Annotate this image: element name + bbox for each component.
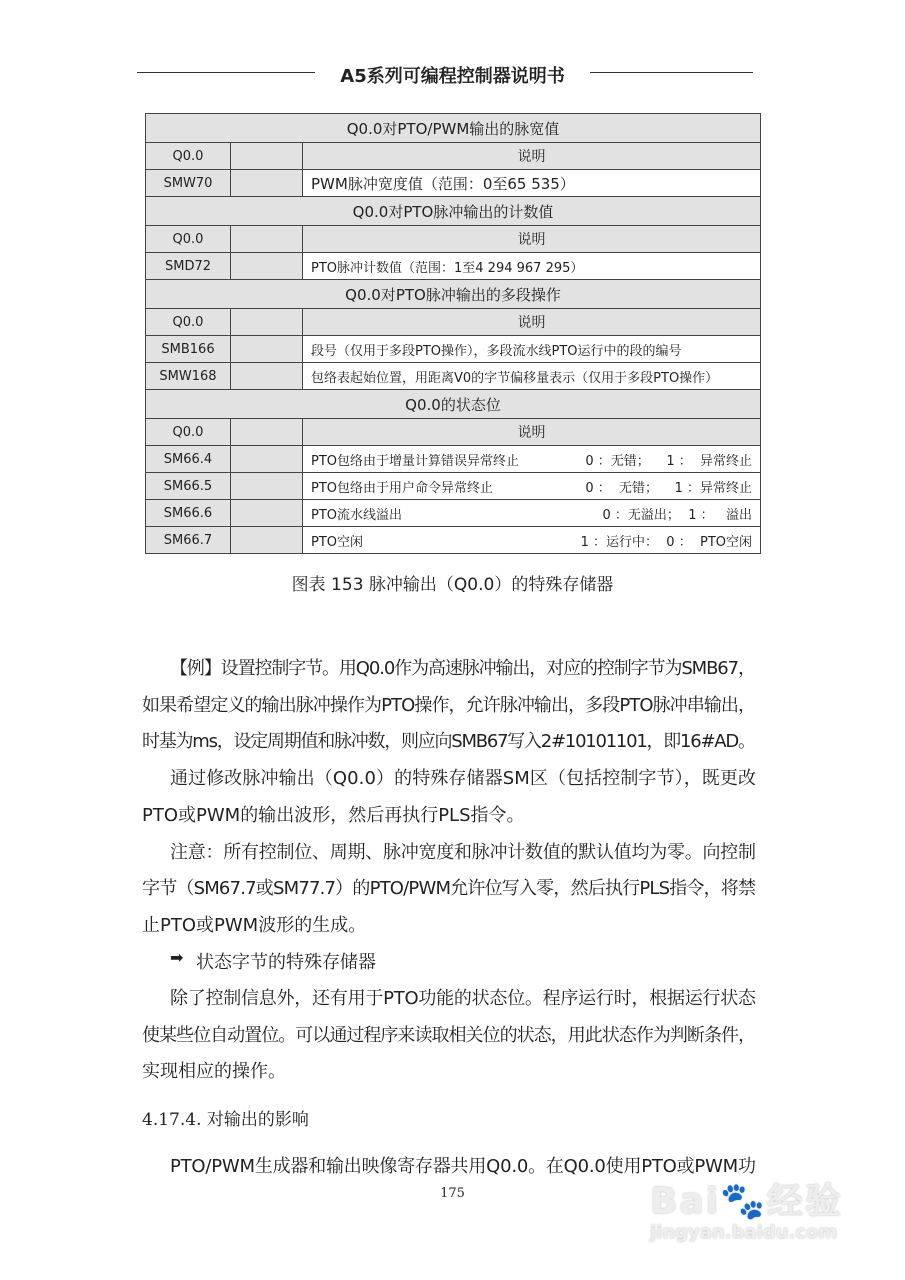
table-row xyxy=(146,363,761,390)
row-description: 包络表起始位置，用距离V0的字节偏移量表示（仅用于多段PTO操作） xyxy=(311,370,719,386)
table-caption: 图表 153 脉冲输出（Q0.0）的特殊存储器 xyxy=(291,575,614,595)
document-title: A5系列可编程控制器说明书 xyxy=(340,66,565,87)
column-header-row xyxy=(146,309,761,336)
paragraph-line: 使某些位自动置位。可以通过程序来读取相关位的状态，用此状态作为判断条件， xyxy=(142,1024,756,1046)
table-row xyxy=(146,170,761,197)
watermark-url: jingyan.baidu.com xyxy=(650,1222,838,1243)
row-states: 0 ：无错； 1 ： 异常终止 xyxy=(585,453,752,469)
row-address: SM66.6 xyxy=(146,500,231,527)
row-address: SMD72 xyxy=(146,253,231,280)
table-row xyxy=(146,253,761,280)
row-address: SM66.7 xyxy=(146,527,231,554)
section-title: Q0.0对PTO脉冲输出的计数值 xyxy=(146,197,761,226)
row-description: PTO空闲 xyxy=(311,534,364,550)
paragraph-line: 【例】设置控制字节。用Q0.0作为高速脉冲输出，对应的控制字节为SMB67， xyxy=(170,658,755,679)
watermark-logo: Bai🐾经验 xyxy=(650,1181,843,1222)
header-address: Q0.0 xyxy=(146,226,231,253)
paragraph-line: 时基为ms，设定周期值和脉冲数，则应向SMB67写入2#10101101，即16#AD。 xyxy=(142,731,755,753)
header-blank xyxy=(231,226,303,253)
header-address: Q0.0 xyxy=(146,143,231,170)
row-blank xyxy=(231,253,303,280)
row-description: PTO脉冲计数值（范围：1至4 294 967 295） xyxy=(311,260,584,276)
row-blank xyxy=(231,170,303,197)
paragraph-line: 通过修改脉冲输出（Q0.0）的特殊存储器SM区（包括控制字节），既更改 xyxy=(170,768,757,790)
header-address: Q0.0 xyxy=(146,419,231,446)
row-description: 段号（仅用于多段PTO操作），多段流水线PTO运行中的段的编号 xyxy=(311,343,682,359)
special-memory-table xyxy=(145,113,761,554)
row-blank xyxy=(231,527,303,554)
header-description: 说明 xyxy=(303,143,761,170)
header-description: 说明 xyxy=(303,226,761,253)
paragraph-line: 除了控制信息外，还有用于PTO功能的状态位。程序运行时，根据运行状态 xyxy=(170,988,756,1009)
section-row xyxy=(146,114,761,143)
column-header-row xyxy=(146,143,761,170)
section-title: Q0.0对PTO/PWM输出的脉宽值 xyxy=(146,114,761,143)
row-address: SMB166 xyxy=(146,336,231,363)
section-row xyxy=(146,197,761,226)
paragraph-line: PTO/PWM生成器和输出映像寄存器共用Q0.0。在Q0.0使用PTO或PWM功 xyxy=(170,1156,756,1177)
baidu-watermark xyxy=(650,1182,843,1244)
header-description: 说明 xyxy=(303,309,761,336)
paragraph-line: 实现相应的操作。 xyxy=(142,1061,286,1083)
row-blank xyxy=(231,473,303,500)
column-header-row xyxy=(146,226,761,253)
row-address: SM66.4 xyxy=(146,446,231,473)
paragraph-line: 止PTO或PWM波形的生成。 xyxy=(142,914,367,936)
row-description: PWM脉冲宽度值（范围：0至65 535） xyxy=(311,174,575,193)
section-title: Q0.0对PTO脉冲输出的多段操作 xyxy=(146,280,761,309)
section-row xyxy=(146,280,761,309)
page-number: 175 xyxy=(440,1186,465,1201)
paragraph-line: 如果希望定义的输出脉冲操作为PTO操作，允许脉冲输出，多段PTO脉冲串输出， xyxy=(142,694,756,716)
row-states: 0 ： 无错； 1 ：异常终止 xyxy=(585,480,752,496)
table-row xyxy=(146,500,761,527)
row-blank xyxy=(231,363,303,390)
row-address: SMW70 xyxy=(146,170,231,197)
header-blank xyxy=(231,419,303,446)
bullet-heading: 状态字节的特殊存储器 xyxy=(196,952,376,973)
row-blank xyxy=(231,336,303,363)
paragraph-line: 注意：所有控制位、周期、脉冲宽度和脉冲计数值的默认值均为零。向控制 xyxy=(170,841,756,863)
section-title: Q0.0的状态位 xyxy=(146,390,761,419)
table-row xyxy=(146,527,761,554)
table-row xyxy=(146,473,761,500)
table-row xyxy=(146,446,761,473)
row-blank xyxy=(231,500,303,527)
column-header-row xyxy=(146,419,761,446)
row-address: SMW168 xyxy=(146,363,231,390)
paragraph-line: PTO或PWM的输出波形，然后再执行PLS指令。 xyxy=(142,804,525,826)
row-description: PTO包络由于增量计算错误异常终止 xyxy=(311,453,520,469)
section-row xyxy=(146,390,761,419)
header-description: 说明 xyxy=(303,419,761,446)
row-states: 1 ：运行中： 0 ： PTO空闲 xyxy=(580,534,752,550)
paragraph-line: 字节（SM67.7或SM77.7）的PTO/PWM允许位写入零，然后执行PLS指令，将禁 xyxy=(142,878,756,900)
header-address: Q0.0 xyxy=(146,309,231,336)
row-description: PTO包络由于用户命令异常终止 xyxy=(311,480,494,496)
header-blank xyxy=(231,309,303,336)
section-heading: 4.17.4. 对输出的影响 xyxy=(142,1110,309,1130)
table-row xyxy=(146,336,761,363)
row-blank xyxy=(231,446,303,473)
paw-icon: 🐾 xyxy=(720,1181,767,1222)
row-states: 0 ：无溢出； 1 ： 溢出 xyxy=(602,507,752,523)
row-address: SM66.5 xyxy=(146,473,231,500)
row-description: PTO流水线溢出 xyxy=(311,507,403,523)
arrow-bullet-icon: ➡ xyxy=(170,948,184,967)
header-blank xyxy=(231,143,303,170)
